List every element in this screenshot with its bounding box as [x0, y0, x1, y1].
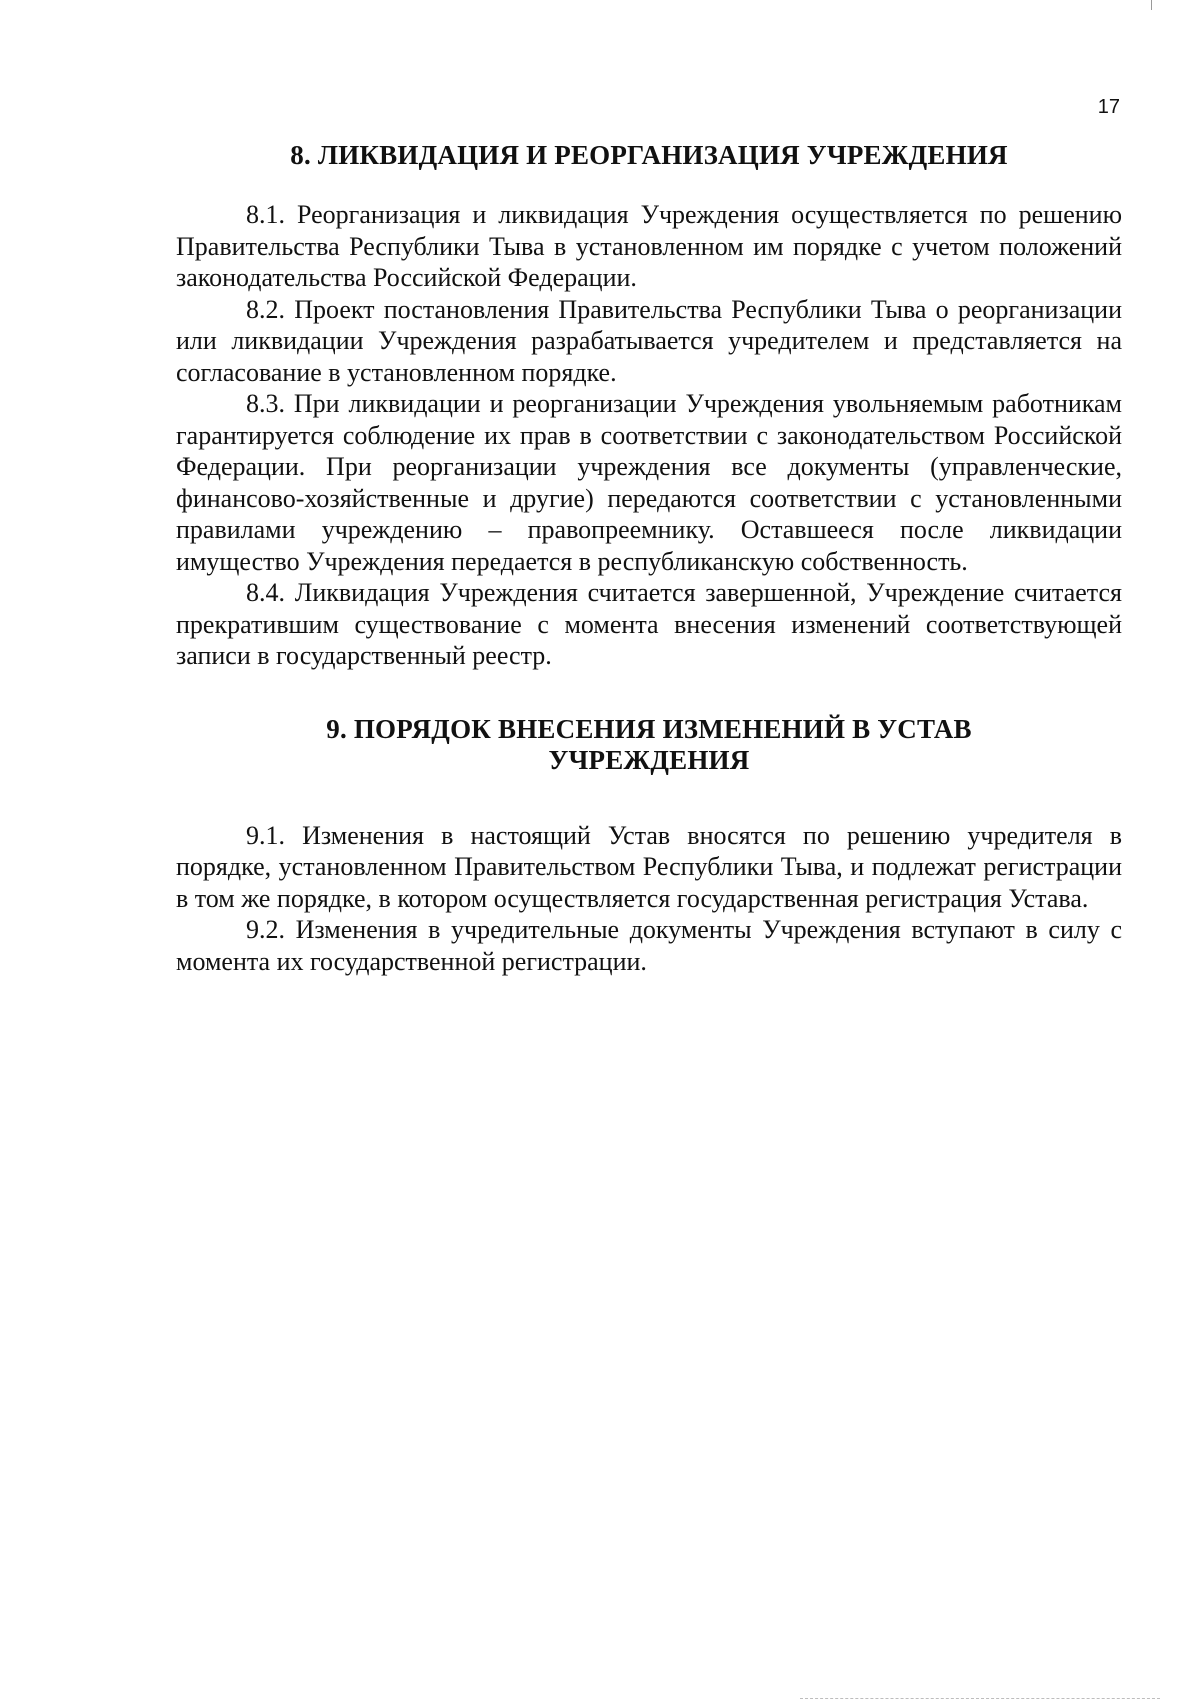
section-9-title-line-2: УЧРЕЖДЕНИЯ	[548, 744, 750, 775]
paragraph-9-1: 9.1. Изменения в настоящий Устав вносятся по решению учредителя в порядке, установленном Правительством Республики Тыва, и подлежат регистрации в том же порядке, в котором осуществляется государственная регистрация Устава.	[176, 820, 1122, 913]
page-number: 17	[1097, 96, 1120, 118]
paragraph-9-2: 9.2. Изменения в учредительные документы Учреждения вступают в силу с момента их государственной регистрации.	[176, 915, 1122, 976]
section-9-title-line-1: 9. ПОРЯДОК ВНЕСЕНИЯ ИЗМЕНЕНИЙ В УСТАВ	[326, 713, 972, 744]
paragraph-8-4: 8.4. Ликвидация Учреждения считается завершенной, Учреждение считается прекратившим существование с момента внесения изменений соответствующей записи в государственный реестр.	[176, 578, 1122, 670]
scan-edge-mark	[1151, 0, 1152, 10]
section-8-title: 8. ЛИКВИДАЦИЯ И РЕОРГАНИЗАЦИЯ УЧРЕЖДЕНИЯ	[290, 140, 1008, 170]
paragraph-8-3: 8.3. При ликвидации и реорганизации Учреждения увольняемым работникам гарантируется соблюдение их прав в соответствии с законодательством Российской Федерации. При реорганизации учреждения все документы (управленческие, финансово-хозяйственные и другие) передаются соответствии с установленными правилами учреждению – правопреемнику. Оставшееся после ликвидации имущество Учреждения передается в республиканскую собственность.	[176, 389, 1122, 576]
paragraph-8-1: 8.1. Реорганизация и ликвидация Учреждения осуществляется по решению Правительства Республики Тыва в установленном им порядке с учетом положений законодательства Российской Федерации.	[176, 200, 1122, 292]
paragraph-8-2: 8.2. Проект постановления Правительства Республики Тыва о реорганизации или ликвидации Учреждения разрабатывается учредителем и представляется на согласование в установленном порядке.	[176, 294, 1122, 387]
section-9-title	[176, 714, 1122, 776]
scan-bottom-mark	[800, 1698, 1160, 1700]
document-body	[176, 140, 1122, 977]
